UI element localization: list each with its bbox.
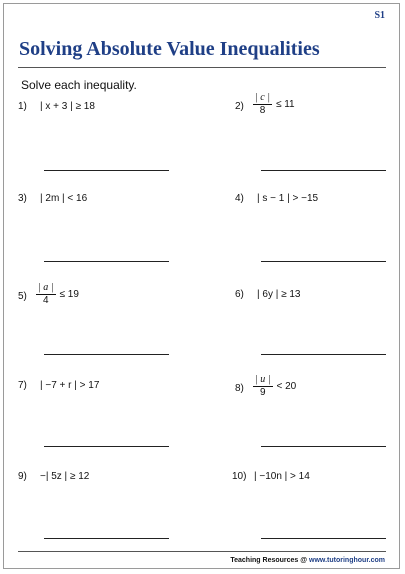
problem-number: 9) xyxy=(18,471,27,482)
problem-number: 2) xyxy=(235,101,244,112)
problem-10 xyxy=(232,471,402,551)
problem-7 xyxy=(18,380,188,460)
inequality-rest: < 20 xyxy=(276,381,297,392)
problem-8 xyxy=(235,374,405,463)
problem-expression xyxy=(36,283,79,306)
answer-line-4[interactable] xyxy=(261,261,386,262)
problem-9 xyxy=(18,471,188,551)
problem-number: 10) xyxy=(232,471,247,482)
footer-credit xyxy=(230,557,385,564)
fraction-denominator: 9 xyxy=(259,387,266,398)
fraction-numerator: | a | xyxy=(38,282,54,293)
problem-expression: | s − 1 | > −15 xyxy=(257,193,319,204)
problem-expression: | x + 3 | ≥ 18 xyxy=(40,101,95,112)
footer-label: Teaching Resources @ xyxy=(230,557,310,564)
answer-line-5[interactable] xyxy=(44,354,169,355)
problem-6 xyxy=(235,289,405,369)
answer-line-9[interactable] xyxy=(44,538,169,539)
problem-2 xyxy=(235,92,405,181)
answer-line-1[interactable] xyxy=(44,170,169,171)
worksheet-page xyxy=(3,3,400,569)
problem-number: 5) xyxy=(18,291,27,302)
answer-line-10[interactable] xyxy=(261,538,386,539)
answer-line-3[interactable] xyxy=(44,261,169,262)
problem-expression: | 6y | ≥ 13 xyxy=(257,289,301,300)
answer-line-6[interactable] xyxy=(261,354,386,355)
footer-url-link[interactable]: www.tutoringhour.com xyxy=(309,557,385,564)
problem-expression: | 2m | < 16 xyxy=(40,193,88,204)
inequality-rest: ≤ 19 xyxy=(59,289,79,300)
instruction-text: Solve each inequality. xyxy=(21,78,137,92)
fraction-numerator: | c | xyxy=(255,92,270,103)
fraction xyxy=(36,283,56,306)
answer-line-8[interactable] xyxy=(261,446,386,447)
problem-1 xyxy=(18,101,188,181)
fraction xyxy=(253,93,272,116)
worksheet-code: S1 xyxy=(374,10,385,21)
fraction-denominator: 4 xyxy=(42,295,49,306)
problem-expression: | −10n | > 14 xyxy=(254,471,310,482)
answer-line-7[interactable] xyxy=(44,446,169,447)
problem-expression: | −7 + r | > 17 xyxy=(40,380,100,391)
fraction-denominator: 8 xyxy=(259,105,266,116)
problem-number: 3) xyxy=(18,193,27,204)
answer-line-2[interactable] xyxy=(261,170,386,171)
problem-number: 6) xyxy=(235,289,244,300)
problem-5 xyxy=(18,282,188,371)
page-title: Solving Absolute Value Inequalities xyxy=(19,38,320,60)
fraction xyxy=(253,375,273,398)
inequality-rest: ≤ 11 xyxy=(275,99,295,110)
problem-expression xyxy=(253,93,295,116)
problem-number: 4) xyxy=(235,193,244,204)
footer-divider xyxy=(18,551,386,552)
problem-number: 7) xyxy=(18,380,27,391)
problem-number: 1) xyxy=(18,101,27,112)
problem-number: 8) xyxy=(235,383,244,394)
problem-expression xyxy=(253,375,296,398)
fraction-numerator: | u | xyxy=(255,374,271,385)
title-divider xyxy=(18,67,386,68)
problem-expression: −| 5z | ≥ 12 xyxy=(40,471,90,482)
